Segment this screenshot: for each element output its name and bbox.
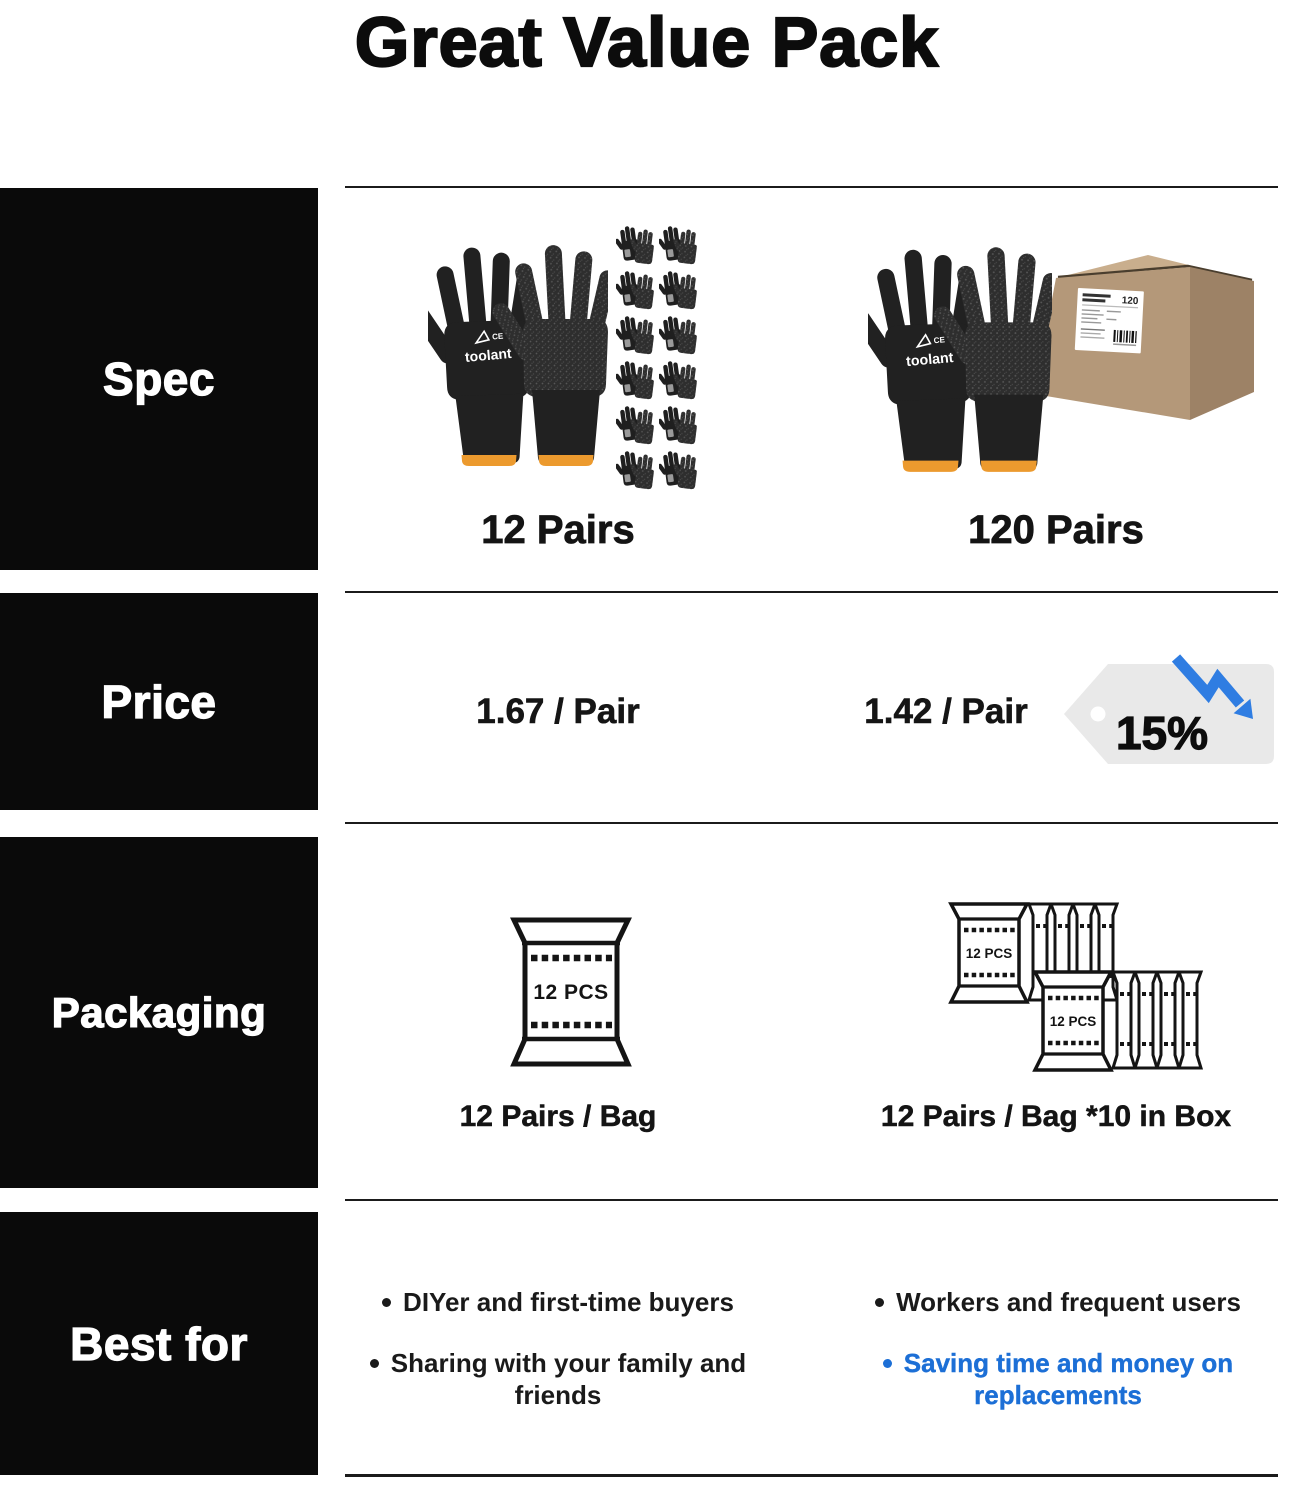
- row-divider: [345, 186, 1278, 188]
- svg-text:12 PCS: 12 PCS: [965, 946, 1013, 961]
- discount-tag: [1056, 652, 1280, 776]
- svg-text:120: 120: [1121, 295, 1139, 308]
- row-divider: [345, 1199, 1278, 1201]
- bullet-dot: [370, 1359, 379, 1368]
- mini-glove-pair-icon: [616, 404, 657, 449]
- bag-stack-icon: [944, 900, 1206, 1076]
- mini-glove-pair-icon: [616, 269, 657, 314]
- bullet-item: DIYer and first-time buyers: [340, 1286, 776, 1318]
- svg-text:12 PCS: 12 PCS: [533, 981, 609, 1004]
- bullet-dot: [382, 1298, 391, 1307]
- mini-glove-pair-icon: [616, 359, 657, 404]
- glove-pair-image-120: [868, 236, 1052, 480]
- bullet-dot: [875, 1298, 884, 1307]
- mini-glove-pair-icon: [659, 449, 700, 494]
- spec-caption-option1: 12 Pairs: [481, 508, 635, 552]
- bottom-divider: [345, 1474, 1278, 1477]
- carton-box-image: [1022, 252, 1262, 424]
- mini-glove-pair-icon: [659, 269, 700, 314]
- price-option2: 1.42 / Pair: [864, 692, 1028, 731]
- bullet-item-highlighted: Saving time and money on replacements: [838, 1347, 1278, 1411]
- bullet-item: Sharing with your family and friends: [342, 1347, 774, 1411]
- row-label-best-for: Best for: [0, 1212, 318, 1475]
- row-label-spec: Spec: [0, 188, 318, 570]
- mini-glove-pair-icon: [659, 404, 700, 449]
- row-divider: [345, 591, 1278, 593]
- packaging-caption-option1: 12 Pairs / Bag: [459, 1100, 657, 1133]
- mini-glove-pair-icon: [659, 314, 700, 359]
- glove-pair-grid: [616, 224, 702, 496]
- packaging-caption-option2: 12 Pairs / Bag *10 in Box: [880, 1100, 1232, 1133]
- glove-pair-image-12: [428, 234, 608, 474]
- bag-icon: [505, 914, 637, 1070]
- box-shipping-label: [1075, 288, 1144, 353]
- mini-glove-pair-icon: [616, 449, 657, 494]
- spec-caption-option2: 120 Pairs: [968, 508, 1144, 552]
- mini-glove-pair-icon: [659, 224, 700, 269]
- price-option1: 1.67 / Pair: [476, 692, 640, 731]
- mini-glove-pair-icon: [616, 314, 657, 359]
- page-title: Great Value Pack: [354, 3, 940, 81]
- bullet-dot: [883, 1359, 892, 1368]
- row-divider: [345, 822, 1278, 824]
- bullet-item: Workers and frequent users: [836, 1286, 1280, 1318]
- mini-glove-pair-icon: [616, 224, 657, 269]
- discount-percent: 15%: [1115, 707, 1209, 759]
- row-label-packaging: Packaging: [0, 837, 318, 1188]
- best-for-list-option2: [836, 1286, 1280, 1440]
- mini-glove-pair-icon: [659, 359, 700, 404]
- tag-hole: [1091, 707, 1106, 722]
- best-for-list-option1: [340, 1286, 776, 1440]
- svg-text:12 PCS: 12 PCS: [1049, 1014, 1097, 1029]
- row-label-price: Price: [0, 593, 318, 810]
